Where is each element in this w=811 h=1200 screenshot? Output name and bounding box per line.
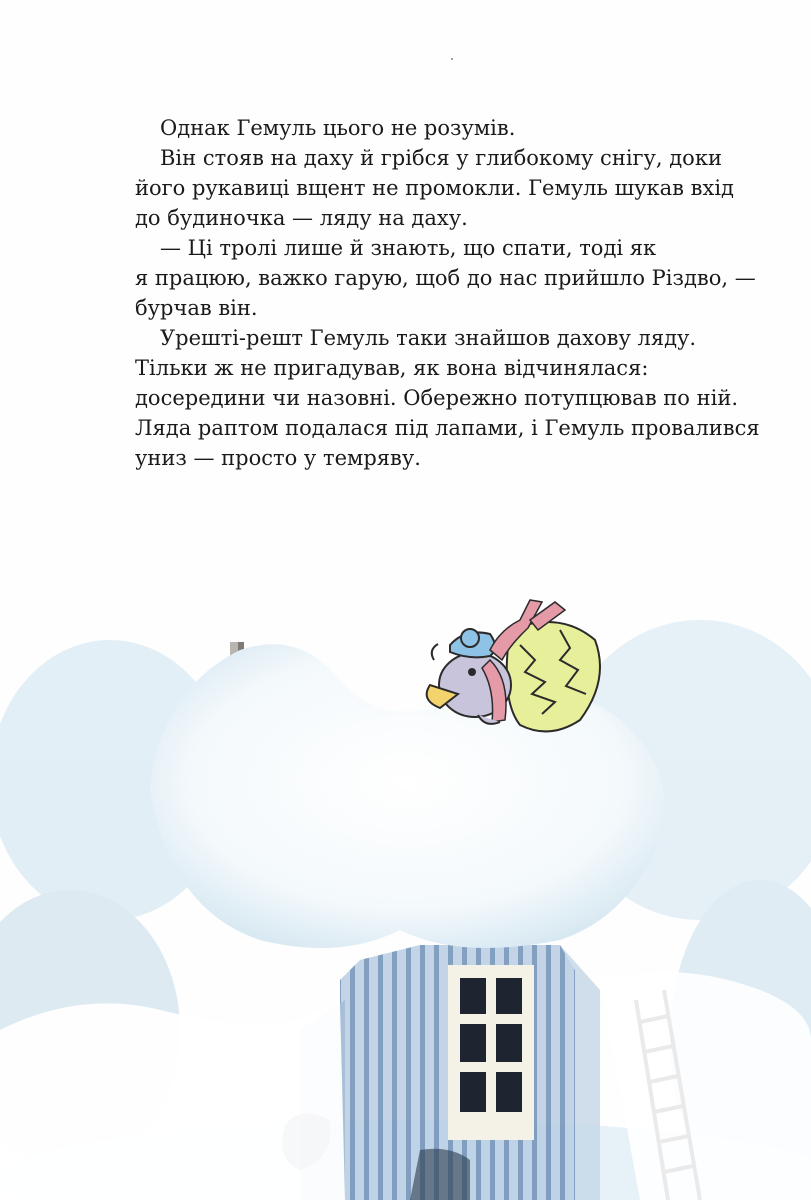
story-line: Урешті-решт Гемуль таки знайшов дахову ляду. bbox=[160, 326, 697, 350]
story-line: бурчав він. bbox=[135, 296, 258, 320]
story-line: до будиночка — ляду на даху. bbox=[135, 206, 468, 230]
story-line: Тільки ж не пригадував, як вона відчинялася: bbox=[135, 356, 649, 380]
story-line: Однак Гемуль цього не розумів. bbox=[160, 116, 516, 140]
paper-speck bbox=[451, 58, 453, 60]
snowy-house-illustration bbox=[0, 560, 811, 1200]
story-line: Він стояв на даху й грібся у глибокому снігу, доки bbox=[160, 146, 722, 170]
story-text bbox=[135, 113, 760, 473]
story-line: досередини чи назовні. Обережно потупцював по ній. bbox=[135, 386, 739, 410]
house-window bbox=[448, 965, 534, 1140]
story-line: його рукавиці вщент не промокли. Гемуль шукав вхід bbox=[135, 176, 734, 200]
story-line: Ляда раптом подалася під лапами, і Гемуль провалився bbox=[135, 416, 760, 440]
story-line: я працюю, важко гарую, щоб до нас прийшло Різдво, — bbox=[135, 266, 756, 290]
story-line: униз — просто у темряву. bbox=[135, 446, 421, 470]
story-line: — Ці тролі лише й знають, що спати, тоді як bbox=[160, 236, 657, 260]
